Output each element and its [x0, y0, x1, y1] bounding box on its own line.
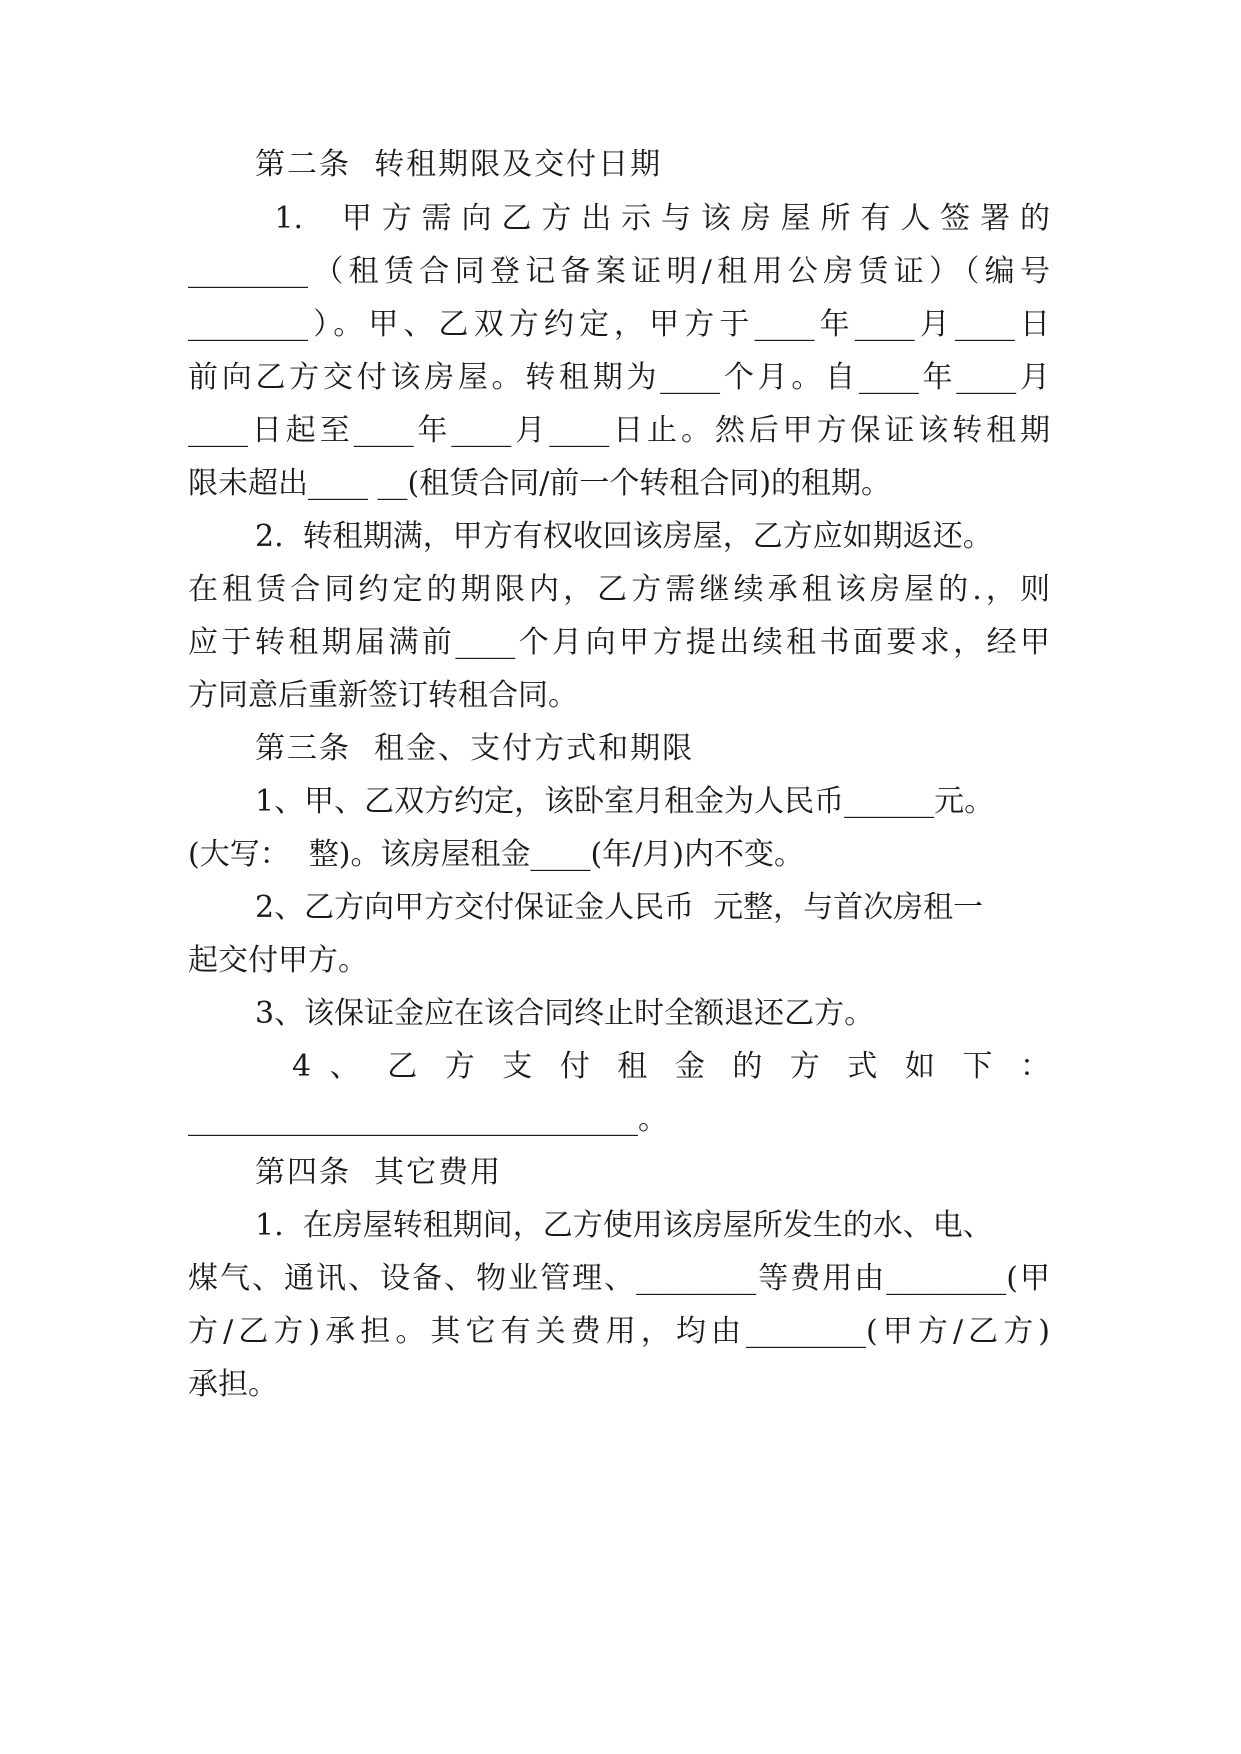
paragraph-line: ____日起至____年____月____日止。然后甲方保证该转租期	[188, 413, 1050, 448]
paragraph-line: ________（租赁合同登记备案证明/租用公房赁证）（编号	[188, 254, 1050, 289]
section-heading-4: 第四条 其它费用	[255, 1155, 503, 1190]
paragraph-line: (大写： 整)。该房屋租金____(年/月)内不变。	[188, 837, 804, 872]
paragraph-line: 起交付甲方。	[188, 943, 368, 978]
paragraph-line: 3、该保证金应在该合同终止时全额退还乙方。	[255, 996, 875, 1031]
paragraph-line: 应于转租期届满前____个月向甲方提出续租书面要求，经甲	[188, 625, 1050, 660]
paragraph-line: 1. 在房屋转租期间，乙方使用该房屋所发生的水、电、	[255, 1208, 993, 1243]
paragraph-line: 方/乙方)承担。其它有关费用，均由________(甲方/乙方)	[188, 1314, 1050, 1349]
paragraph-line: 在租赁合同约定的期限内，乙方需继续承租该房屋的.，则	[188, 572, 1050, 607]
paragraph-line: 前向乙方交付该房屋。转租期为____个月。自____年____月	[188, 360, 1050, 395]
section-heading-3: 第三条 租金、支付方式和期限	[255, 731, 695, 766]
paragraph-line: 1、甲、乙双方约定，该卧室月租金为人民币______元。	[255, 784, 995, 819]
paragraph-line: 方同意后重新签订转租合同。	[188, 678, 578, 713]
paragraph-line: ______________________________。	[188, 1102, 668, 1137]
section-heading-2: 第二条 转租期限及交付日期	[255, 147, 663, 182]
paragraph-line: 4 、 乙 方 支 付 租 金 的 方 式 如 下 ：	[255, 1049, 1050, 1084]
paragraph-line: 1. 甲方需向乙方出示与该房屋所有人签署的	[255, 201, 1050, 236]
paragraph-line: 煤气、通讯、设备、物业管理、________等费用由________(甲	[188, 1261, 1050, 1296]
paragraph-line: 限未超出____ __(租赁合同/前一个转租合同)的租期。	[188, 466, 892, 501]
paragraph-line: 2、乙方向甲方交付保证金人民币 元整，与首次房租一	[255, 890, 984, 925]
paragraph-line: 承担。	[188, 1367, 278, 1402]
paragraph-line: 2. 转租期满，甲方有权收回该房屋，乙方应如期返还。	[255, 519, 993, 554]
paragraph-line: ________）。甲、乙双方约定，甲方于____年____月____日	[188, 307, 1050, 342]
